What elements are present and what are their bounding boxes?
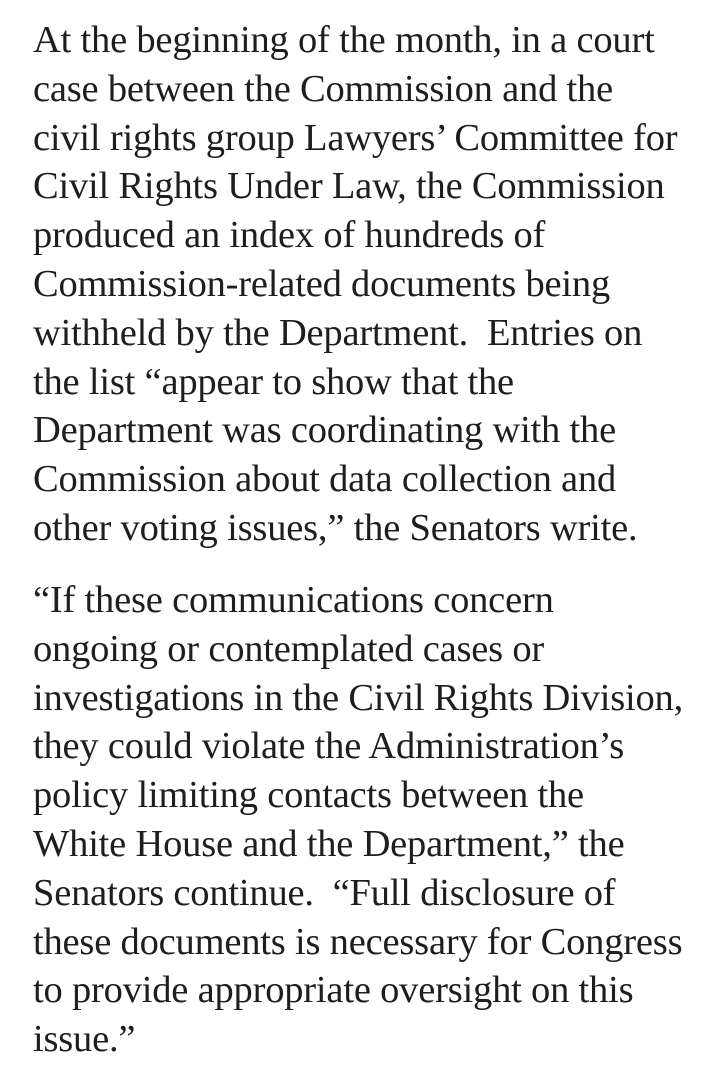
text-line: Commission about data collection and bbox=[33, 458, 617, 501]
text-line: produced an index of hundreds of bbox=[33, 214, 546, 257]
paragraph-1 bbox=[33, 16, 723, 553]
text-line: Department was coordinating with the bbox=[33, 409, 616, 452]
text-line: issue.” bbox=[33, 1018, 136, 1061]
text-line: At the beginning of the month, in a court bbox=[33, 19, 655, 61]
text-line: “If these communications concern bbox=[33, 579, 554, 621]
text-line: Commission-related documents being bbox=[33, 262, 611, 305]
text-line: the list “appear to show that the bbox=[33, 360, 514, 403]
text-line: policy limiting contacts between the bbox=[33, 774, 584, 817]
text-line: Senators continue. “Full disclosure of bbox=[33, 871, 616, 914]
paragraph-2 bbox=[33, 576, 723, 1064]
text-line: they could violate the Administration’s bbox=[33, 725, 624, 768]
text-line: other voting issues,” the Senators write. bbox=[33, 506, 638, 549]
text-line: these documents is necessary for Congress bbox=[33, 920, 683, 963]
text-line: ongoing or contemplated cases or bbox=[33, 627, 545, 670]
text-line: Civil Rights Under Law, the Commission bbox=[33, 165, 665, 208]
text-line: investigations in the Civil Rights Division, bbox=[33, 676, 684, 719]
text-line: White House and the Department,” the bbox=[33, 822, 625, 865]
text-line: case between the Commission and the bbox=[33, 67, 613, 110]
text-line: withheld by the Department. Entries on bbox=[33, 311, 643, 354]
text-line: to provide appropriate oversight on this bbox=[33, 969, 634, 1012]
text-line: civil rights group Lawyers’ Committee for bbox=[33, 116, 678, 159]
